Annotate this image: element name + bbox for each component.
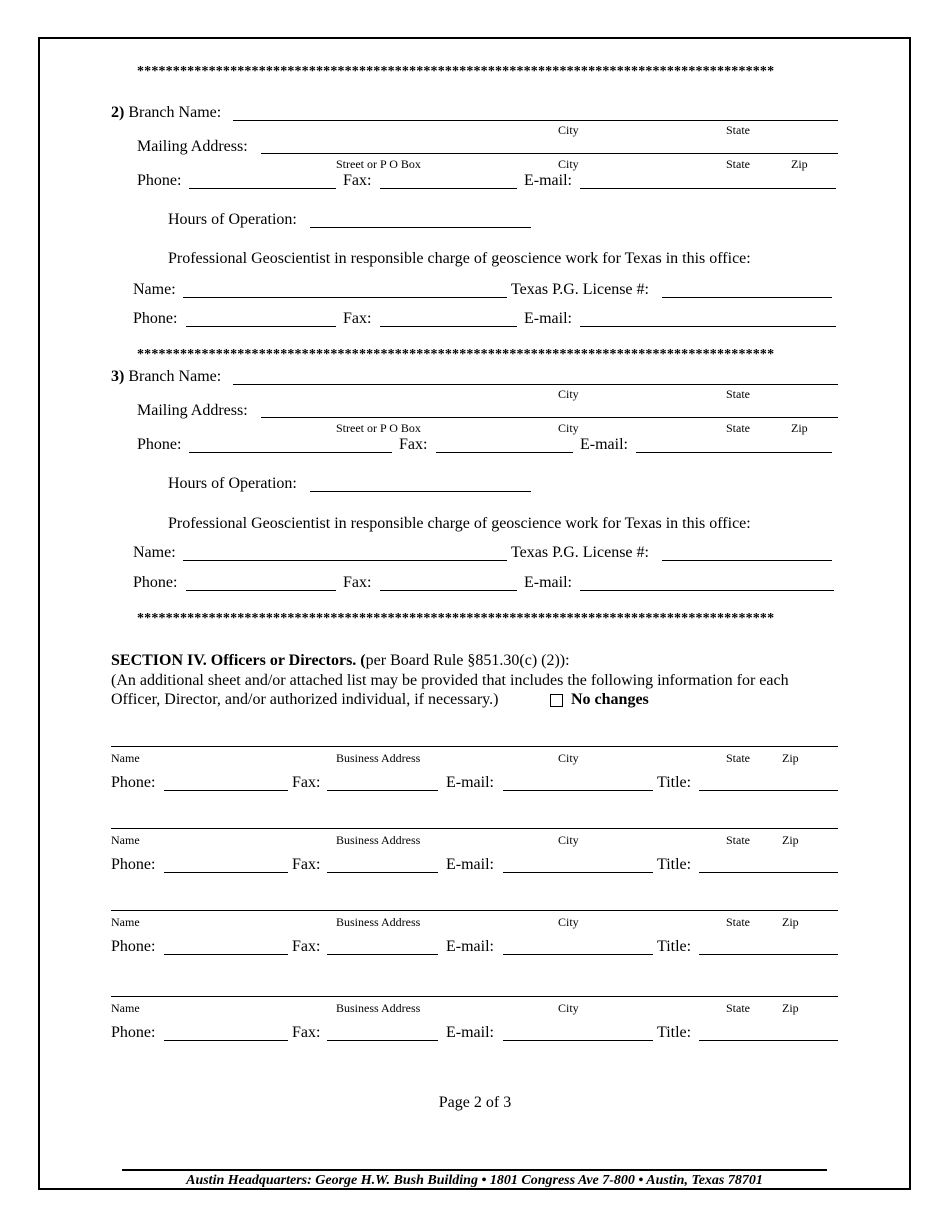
zip-caption: Zip: [791, 421, 808, 435]
separator-stars: *****************************************************************************************: [137, 611, 775, 626]
city-caption: City: [558, 833, 579, 847]
fax-label: Fax:: [343, 310, 372, 327]
fax-label: Fax:: [292, 774, 321, 791]
pg-name-label: Name:: [133, 281, 176, 298]
section-4-instructions-line-2: Officer, Director, and/or authorized individual, if necessary.): [111, 691, 499, 708]
branch-3-mailing-field[interactable]: [261, 417, 838, 418]
officer-4-phone-field[interactable]: [164, 1040, 288, 1041]
name-caption: Name: [111, 751, 140, 765]
email-label: E-mail:: [524, 574, 572, 591]
license-label: Texas P.G. License #:: [511, 544, 649, 561]
city-caption: City: [558, 157, 579, 171]
state-caption: State: [726, 833, 750, 847]
fax-label: Fax:: [292, 1024, 321, 1041]
no-changes-label: No changes: [571, 691, 649, 708]
separator-stars: *****************************************************************************************: [137, 64, 775, 79]
city-caption: City: [558, 751, 579, 765]
state-caption: State: [726, 157, 750, 171]
section-4-instructions-line-1: (An additional sheet and/or attached list may be provided that includes the following information for each: [111, 672, 789, 689]
fax-label: Fax:: [343, 172, 372, 189]
state-caption: State: [726, 1001, 750, 1015]
zip-caption: Zip: [782, 1001, 799, 1015]
branch-2-license-field[interactable]: [662, 297, 832, 298]
city-caption: City: [558, 123, 579, 137]
branch-3-name-field[interactable]: [233, 384, 838, 385]
officer-2-email-field[interactable]: [503, 872, 653, 873]
state-caption: State: [726, 751, 750, 765]
zip-caption: Zip: [782, 751, 799, 765]
branch-2-pg-name-field[interactable]: [183, 297, 507, 298]
page-number: Page 2 of 3: [438, 1094, 512, 1111]
pg-statement: Professional Geoscientist in responsible charge of geoscience work for Texas in this office:: [168, 515, 751, 532]
street-caption: Street or P O Box: [336, 157, 421, 171]
officer-4-title-field[interactable]: [699, 1040, 838, 1041]
state-caption: State: [726, 915, 750, 929]
email-label: E-mail:: [446, 938, 494, 955]
footer-address: Austin Headquarters: George H.W. Bush Building • 1801 Congress Ave 7-800 • Austin, Texas 78701: [186, 1173, 763, 1188]
officer-4-email-field[interactable]: [503, 1040, 653, 1041]
title-label: Title:: [657, 1024, 692, 1041]
officer-3-fax-field[interactable]: [327, 954, 438, 955]
branch-2-name-field[interactable]: [233, 120, 838, 121]
branch-2-mailing-field[interactable]: [261, 153, 838, 154]
branch-3-pg-email-field[interactable]: [580, 590, 834, 591]
license-label: Texas P.G. License #:: [511, 281, 649, 298]
branch-3-name-label: 3) Branch Name:: [111, 368, 222, 385]
officer-3-name-address-field[interactable]: [111, 910, 838, 911]
branch-2-mailing-label: Mailing Address:: [137, 138, 248, 155]
fax-label: Fax:: [399, 436, 428, 453]
phone-label: Phone:: [133, 574, 178, 591]
email-label: E-mail:: [446, 1024, 494, 1041]
no-changes-checkbox[interactable]: [550, 694, 563, 707]
phone-label: Phone:: [111, 856, 156, 873]
street-caption: Street or P O Box: [336, 421, 421, 435]
branch-2-pg-phone-field[interactable]: [186, 326, 336, 327]
branch-2-pg-fax-field[interactable]: [380, 326, 517, 327]
branch-3-pg-name-field[interactable]: [183, 560, 507, 561]
footer-rule: [122, 1169, 827, 1171]
state-caption: State: [726, 123, 750, 137]
hours-label: Hours of Operation:: [168, 475, 297, 492]
branch-3-hours-field[interactable]: [310, 491, 531, 492]
business-address-caption: Business Address: [336, 915, 421, 929]
pg-name-label: Name:: [133, 544, 176, 561]
officer-1-title-field[interactable]: [699, 790, 838, 791]
phone-label: Phone:: [133, 310, 178, 327]
city-caption: City: [558, 915, 579, 929]
officer-2-name-address-field[interactable]: [111, 828, 838, 829]
fax-label: Fax:: [292, 856, 321, 873]
officer-3-phone-field[interactable]: [164, 954, 288, 955]
branch-3-phone-field[interactable]: [189, 452, 392, 453]
email-label: E-mail:: [524, 172, 572, 189]
email-label: E-mail:: [446, 774, 494, 791]
business-address-caption: Business Address: [336, 833, 421, 847]
email-label: E-mail:: [580, 436, 628, 453]
separator-stars: *****************************************************************************************: [137, 347, 775, 362]
officer-1-email-field[interactable]: [503, 790, 653, 791]
hours-label: Hours of Operation:: [168, 211, 297, 228]
officer-4-name-address-field[interactable]: [111, 996, 838, 997]
title-label: Title:: [657, 856, 692, 873]
business-address-caption: Business Address: [336, 751, 421, 765]
email-label: E-mail:: [446, 856, 494, 873]
title-label: Title:: [657, 774, 692, 791]
name-caption: Name: [111, 1001, 140, 1015]
phone-label: Phone:: [137, 436, 182, 453]
zip-caption: Zip: [782, 915, 799, 929]
phone-label: Phone:: [111, 774, 156, 791]
state-caption: State: [726, 387, 750, 401]
branch-2-email-field[interactable]: [580, 188, 836, 189]
branch-2-fax-field[interactable]: [380, 188, 517, 189]
branch-2-pg-email-field[interactable]: [580, 326, 836, 327]
branch-3-email-field[interactable]: [636, 452, 832, 453]
branch-2-hours-field[interactable]: [310, 227, 531, 228]
phone-label: Phone:: [111, 938, 156, 955]
title-label: Title:: [657, 938, 692, 955]
zip-caption: Zip: [782, 833, 799, 847]
officer-2-title-field[interactable]: [699, 872, 838, 873]
section-4-title: SECTION IV. Officers or Directors. (per Board Rule §851.30(c) (2)):: [111, 652, 570, 669]
branch-3-pg-fax-field[interactable]: [380, 590, 517, 591]
officer-1-phone-field[interactable]: [164, 790, 288, 791]
branch-3-pg-phone-field[interactable]: [186, 590, 336, 591]
email-label: E-mail:: [524, 310, 572, 327]
officer-1-fax-field[interactable]: [327, 790, 438, 791]
officer-3-email-field[interactable]: [503, 954, 653, 955]
zip-caption: Zip: [791, 157, 808, 171]
officer-1-name-address-field[interactable]: [111, 746, 838, 747]
city-caption: City: [558, 421, 579, 435]
officer-2-fax-field[interactable]: [327, 872, 438, 873]
business-address-caption: Business Address: [336, 1001, 421, 1015]
branch-3-fax-field[interactable]: [436, 452, 573, 453]
fax-label: Fax:: [292, 938, 321, 955]
name-caption: Name: [111, 833, 140, 847]
branch-2-name-label: 2) Branch Name:: [111, 104, 222, 121]
pg-statement: Professional Geoscientist in responsible charge of geoscience work for Texas in this office:: [168, 250, 751, 267]
phone-label: Phone:: [137, 172, 182, 189]
name-caption: Name: [111, 915, 140, 929]
officer-2-phone-field[interactable]: [164, 872, 288, 873]
officer-3-title-field[interactable]: [699, 954, 838, 955]
branch-3-mailing-label: Mailing Address:: [137, 402, 248, 419]
state-caption: State: [726, 421, 750, 435]
officer-4-fax-field[interactable]: [327, 1040, 438, 1041]
branch-2-phone-field[interactable]: [189, 188, 336, 189]
phone-label: Phone:: [111, 1024, 156, 1041]
branch-3-license-field[interactable]: [662, 560, 832, 561]
fax-label: Fax:: [343, 574, 372, 591]
city-caption: City: [558, 387, 579, 401]
city-caption: City: [558, 1001, 579, 1015]
